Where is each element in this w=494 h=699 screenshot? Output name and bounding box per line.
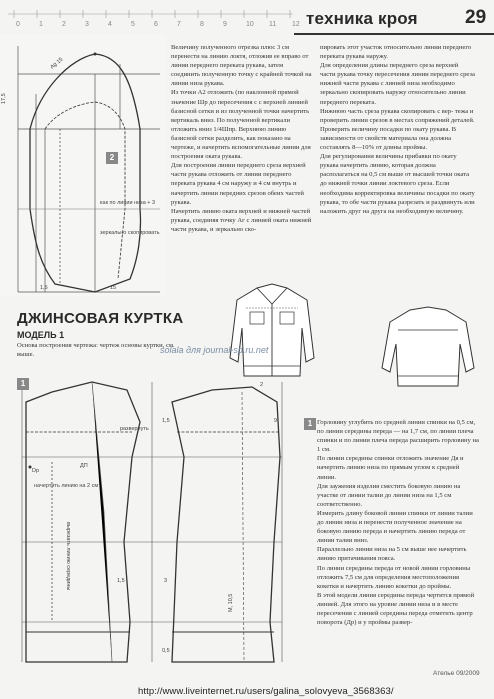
step-badge-1: 1 [304, 418, 316, 430]
draft-label-dp: Dp [32, 468, 40, 474]
ruler-label: 10 [246, 21, 254, 28]
ruler-label: 6 [154, 21, 158, 28]
ruler-label: 1 [39, 21, 43, 28]
ruler-label: 11 [269, 21, 277, 28]
draft-label-line: начертить линию на 2 см [34, 483, 99, 489]
col2-p3: Нижнюю часть среза рукава скопировать с вер- тежа и проверить линии срезов в местах сопряжений деталей. [320, 107, 475, 124]
section-header-title: техника кроя [306, 9, 418, 28]
col2-p1: пировать этот участок относительно линии переднего переката рукава наружу. [320, 44, 472, 61]
draft-back-label-3: 9 [274, 418, 278, 424]
draft-label-15: 1,5 [117, 578, 125, 584]
col1-p4: Начертить линию оката верхней и нижней частей рукава, соединяя точку Аг с линией оката нижней части рукава, и зеркально ско- [171, 207, 312, 233]
col3-p2: По линии середины спинки отложить значение Дя и начертить линию низа по прямым углом к средней линии. [317, 455, 464, 481]
text-column-3 [317, 418, 479, 627]
page-number: 29 [465, 7, 487, 28]
ruler-label: 4 [108, 21, 112, 28]
ruler-label: 3 [85, 21, 89, 28]
col1-p3: Для построения линии переднего среза верхней части рукава отложить от линии переднего переката рукава 4 см наружу и 4 см внутрь и начертить линии передних срезов обеих частей рукава. [171, 162, 306, 206]
jacket-back-sketch [378, 302, 478, 392]
sleeve-label-bottom-2: 15 [110, 285, 117, 291]
col3-p3: Для заужения изделия сместить боковую линию на участке от линии талии до линии низа на 1,5 см соответственно. [317, 482, 461, 508]
col3-p7: В этой модели линия середины переда чертится прямой линией. Для этого на уровне линии низа и в месте пересечения с линией середины переда отметить центр поворота (Др) и у проймы развер- [317, 591, 475, 627]
col1-p1: Величину полученного отрезка плюс 3 см перенести на линию локтя, отложив ее вправо от линии переднего переката рукава, затем соединить полученную точку с крайней точкой на линии низа рукава. [171, 44, 312, 88]
ruler-label: 7 [177, 21, 181, 28]
sleeve-draft [0, 34, 165, 296]
magazine-footer: Ателье 09/2009 [433, 670, 480, 677]
draft-back-label-5: 0,5 [162, 648, 170, 654]
col2-p4: Проверить величину посадки по окату рукава. В зависимости от свойств материала она должна составлять 8—10% от длины проймы. [320, 125, 457, 152]
col3-p5: Параллельно линии низа на 5 см выше нее начертить линию притачивания пояса. [317, 546, 467, 563]
ruler-label: 12 [292, 21, 300, 28]
sleeve-label-hem: как по линии низа + 3 [100, 200, 156, 206]
col3-p4: Измерить длину боковой линии спинки от линии талии до линии низа и перенести полученное значение на боковую линию переда и начертить линию переда от линии талии вниз. [317, 509, 473, 545]
col2-p2: Для определения длины переднего среза верхней части рукава точку пересечения линии переднего среза нижней части рукава с линией низа необходимо зеркально скопировать наружу относительно линии переднего переката. [320, 62, 475, 106]
ruler-label: 0 [16, 21, 20, 28]
ruler-label: 8 [200, 21, 204, 28]
figure-badge-1: 1 [17, 378, 29, 390]
page-header [294, 4, 494, 34]
col3-p6: По линии середины переда от новой линии горловины отложить 7,5 см для определения местоположения кокетки и начертить линию кокетки до проймы. [317, 564, 471, 590]
section-title: ДЖИНСОВАЯ КУРТКА [17, 310, 184, 327]
draft-label-rotate: развернуть [120, 426, 149, 432]
ruler [8, 6, 300, 34]
draft-back-label-2: 2 [260, 382, 264, 388]
sleeve-label-mirror: зеркально скопировать [100, 230, 160, 236]
sleeve-label-bottom-1: 1,5 [40, 285, 48, 291]
text-column-2 [320, 43, 475, 216]
model-heading: МОДЕЛЬ 1 [17, 330, 65, 340]
draft-label-m: М, 10,5 [228, 593, 234, 612]
watermark-text: solala для journal-sp.ru.net [160, 345, 269, 355]
col1-p2: Из точки А2 отложить (по наклонной прямой значение Шр до пересечения с с верхней линией базисной сетки и из полученной точки начертить вертикаль вниз. По полученной вертикали отложить вниз 1/4Шпр. Верхнюю линию базисной сетки разделить, как показано на чертеже, и начертить вспомогательные линии для построения оката рукава. [171, 89, 311, 161]
text-column-1 [171, 43, 312, 234]
source-url[interactable]: http://www.liveinternet.ru/users/galina_solovyeva_3568363/ [138, 686, 394, 697]
draft-label-center: вырезать линию середины [65, 522, 71, 591]
col2-p5: Для регулирования величины прибавки по окату рукава начертить линию, которая должна располагаться на 0,5 см выше от высшей точки оката до нижней точки линии локтевого среза. Если необходима корректировка величины посадки по окату рукава, то обе части рукава разрезать и раздвинуть или наложить друг на друга на необходимую величину. [320, 153, 475, 215]
sleeve-label-top: Ag 15 [49, 56, 65, 71]
header-rule [294, 33, 494, 35]
model-description: Основа построения чертежа: чертеж основы куртки, см. выше. [17, 342, 175, 358]
draft-back-label-4: 3 [164, 578, 168, 584]
ruler-graphic [8, 6, 300, 34]
figure-badge-2: 2 [106, 152, 118, 164]
jacket-pattern-draft [12, 362, 302, 680]
draft-label-dp2: ДП [80, 463, 88, 469]
draft-back-label-1: 1,5 [162, 418, 170, 424]
ruler-label: 2 [62, 21, 66, 28]
col3-p1: Горловину углубить по средней линии спинки на 0,5 см, по линии середины переда — на 1,7 см, по линии плеча спинки и по линии плеча переда расширить горловину на 1 см. [317, 419, 479, 454]
ruler-label: 5 [131, 21, 135, 28]
ruler-label: 9 [223, 21, 227, 28]
sleeve-label-side: 17,5 [1, 93, 7, 104]
